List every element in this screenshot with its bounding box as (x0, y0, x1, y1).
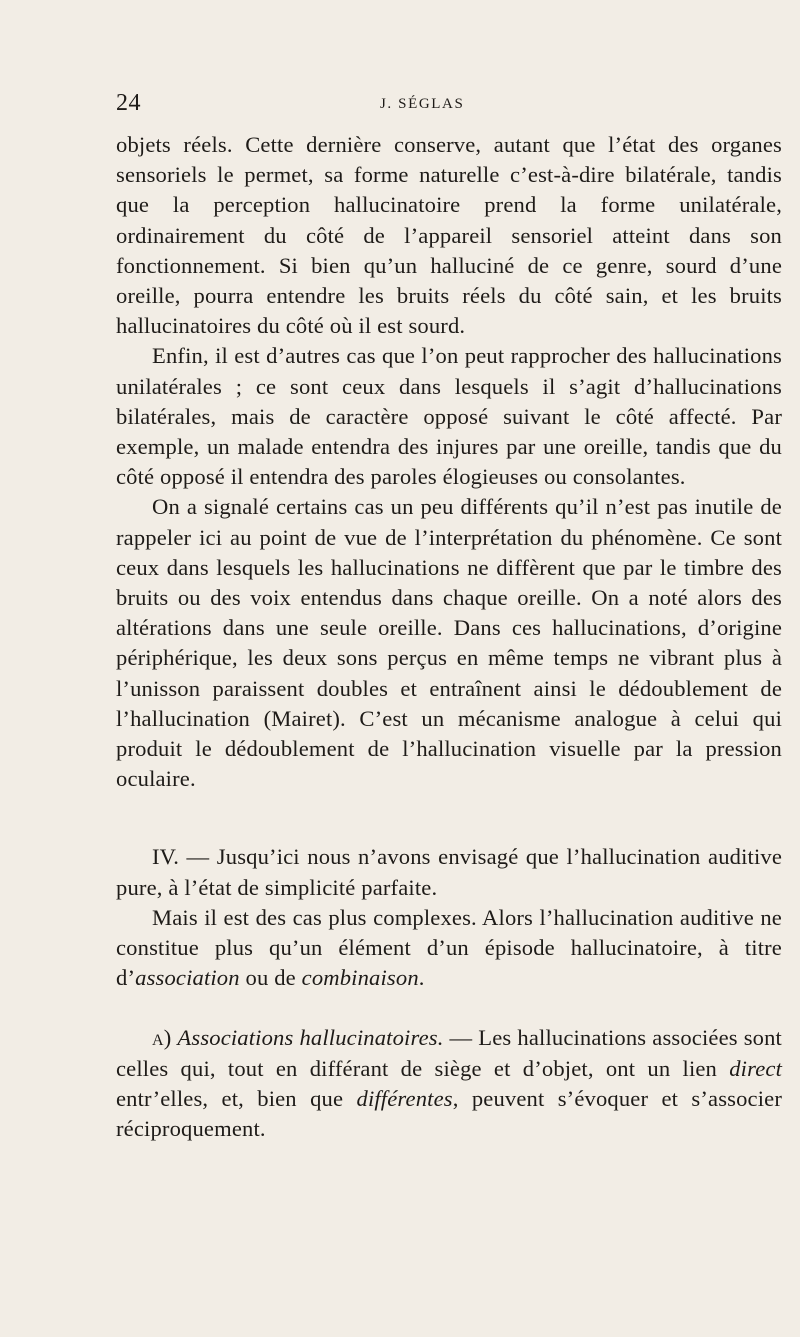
paragraph-1: objets réels. Cette dernière conserve, autant que l’état des organes sensoriels le permet, sa forme naturelle c’est-à-dire bilatérale, tandis que la perception hallucinatoire prend la forme unilatérale, ordinairement du côté de l’appareil sensoriel atteint dans son fonctionnement. Si bien qu’un halluciné de ce genre, sourd d’une oreille, pourra entendre les bruits réels du côté sain, et les bruits hallucinatoires du côté où il est sourd. (116, 132, 782, 339)
paragraph-3: On a signalé certains cas un peu différents qu’il n’est pas inutile de rappeler ici au point de vue de l’interprétation du phénomène. Ce sont ceux dans lesquels les hallucinations ne diffèrent que par le timbre des bruits ou des voix entendus dans chaque oreille. On a noté alors des altérations dans une seule oreille. Dans ces hallucinations, d’origine périphérique, les deux sons perçus en même temps ne vibrant plus à l’unisson paraissent doubles et entraînent ainsi le dédoublement de l’hallucination (Mairet). C’est un mécanisme analogue à celui qui produit le dédoublement de l’hallucination visuelle par la pression oculaire. (116, 494, 782, 792)
section-gap (116, 794, 782, 842)
running-head: J. SÉGLAS (380, 96, 465, 112)
paragraph-subsection-a (116, 1023, 782, 1144)
subsection-title: Associations hallucinatoires. (177, 1025, 444, 1051)
emphasis-differentes: différentes (356, 1085, 453, 1111)
paragraph-section-iv: IV. — Jusqu’ici nous n’avons envisagé que l’hallucination auditive pure, à l’état de simplicité parfaite. (116, 844, 782, 900)
subsection-gap (116, 993, 782, 1023)
paragraph-6-text-mid: entr’elles, et, bien que (116, 1085, 357, 1111)
page-number: 24 (116, 90, 141, 116)
paragraph-5-text-mid: ou de (239, 965, 302, 991)
emphasis-association: association (135, 965, 240, 991)
paragraph-5-text: Mais il est des cas plus complexes. Alors l’hallucination auditive ne constitue plus qu’un élément d’un épisode hallucinatoire, à titre d’ (116, 904, 782, 991)
body-text (116, 130, 782, 1144)
emphasis-combinaison: combinaison (301, 965, 419, 991)
paragraph-5 (116, 903, 782, 994)
emphasis-direct: direct (729, 1055, 782, 1081)
paragraph-6-text-end: , peuvent s’évoquer et s’associer réciproquement. (116, 1085, 783, 1142)
paragraph-2: Enfin, il est d’autres cas que l’on peut rapprocher des hallucinations unilatérales ; ce sont ceux dans lesquels il s’agit d’hallucinations bilatérales, mais de caractère opposé suivant le côté affecté. Par exemple, un malade entendra des injures par une oreille, tandis que du côté opposé il entendra des paroles élogieuses ou consolantes. (116, 343, 782, 490)
subsection-label: a) (152, 1025, 172, 1051)
page-header (116, 90, 782, 126)
paragraph-6-text: — Les hallucinations associées sont celles qui, tout en différant de siège et d’objet, ont un lien (116, 1025, 782, 1081)
paragraph-5-text-end: . (418, 965, 425, 991)
document-page (116, 90, 782, 1144)
